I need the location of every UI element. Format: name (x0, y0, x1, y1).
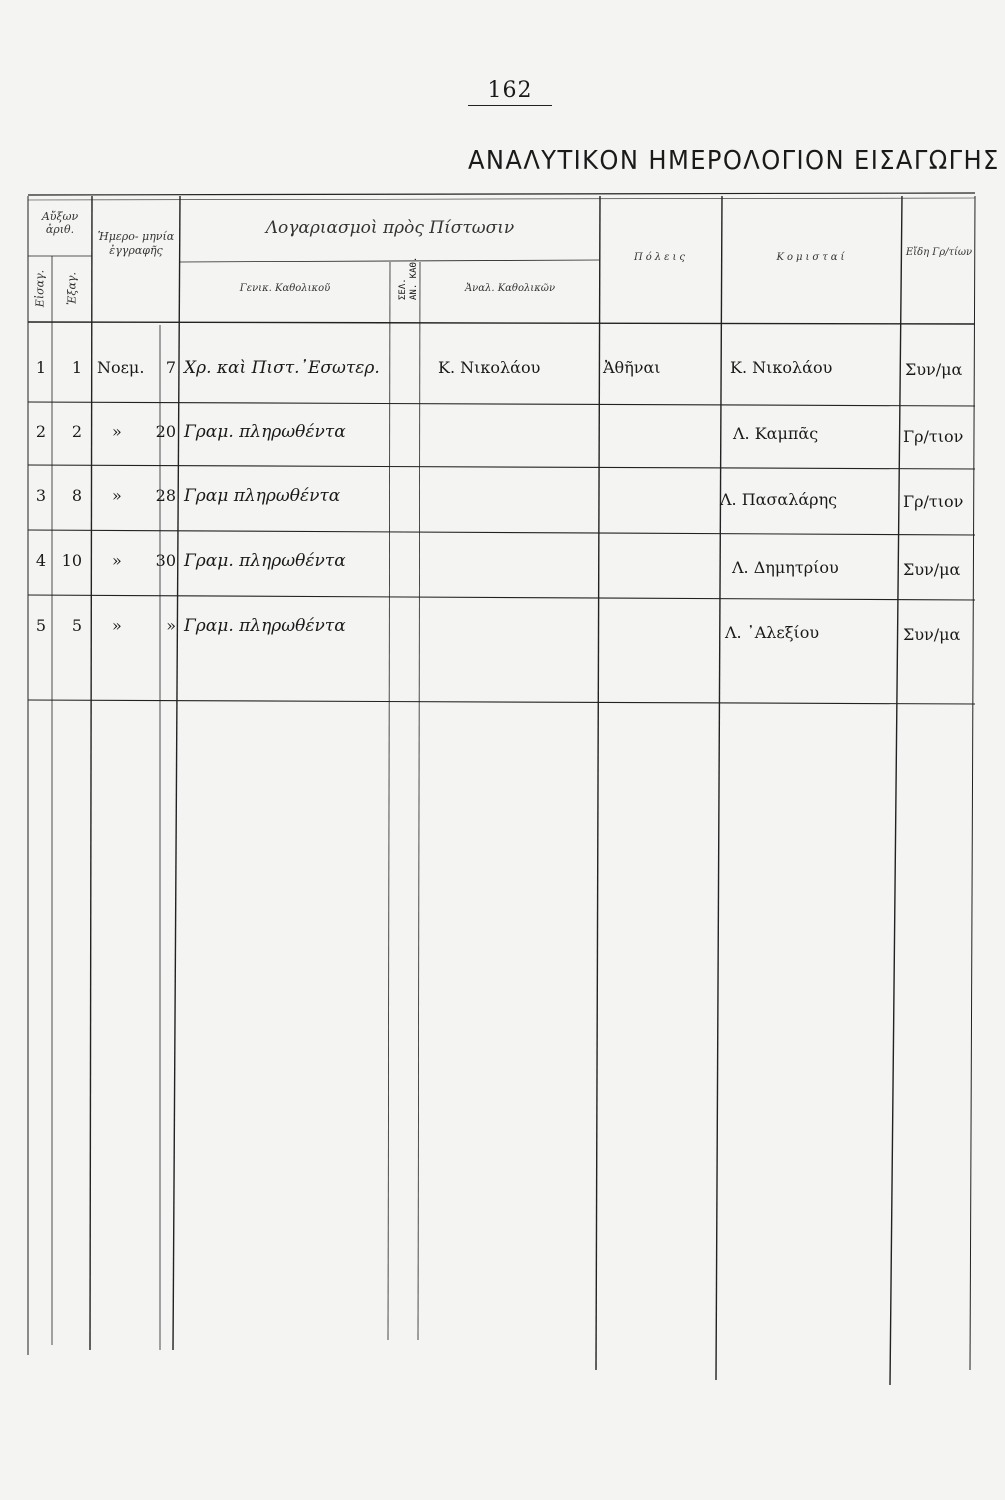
entry-number: 5 (35, 616, 46, 635)
header-serial-exit: Ἐξαγ. (65, 272, 79, 305)
account: Χρ. καὶ Πιστ.᾽Εσωτερ. (184, 358, 380, 378)
day: 28 (155, 486, 176, 505)
page-title: ΑΝΑΛΥΤΙΚΟΝ ΗΜΕΡΟΛΟΓΙΟΝ ΕΙΣΑΓΩΓΗΣ (468, 146, 1000, 176)
analytic-account: Κ. Νικολάου (438, 358, 541, 377)
carrier: Κ. Νικολάου (730, 358, 833, 377)
header-analytic-ledger: Ἀναλ. Καθολικῶν (464, 283, 556, 294)
exit-number: 5 (71, 616, 82, 635)
month: » (112, 551, 122, 570)
exit-number: 2 (71, 422, 82, 441)
item-kind: Συν/μα (903, 625, 961, 644)
entry-number: 2 (35, 422, 46, 441)
page-number: 162 (487, 78, 533, 103)
city: Ἀθῆναι (603, 358, 661, 377)
exit-number: 8 (71, 486, 82, 505)
account: Γραμ πληρωθέντα (184, 486, 341, 506)
item-kind: Γρ/τιον (903, 492, 964, 511)
item-kind: Γρ/τιον (903, 427, 964, 446)
entry-number: 1 (35, 358, 46, 377)
day: 30 (155, 551, 176, 570)
header-kinds: Εἴδη Γρ/τίων (905, 247, 973, 258)
header-serial-entry: Εἰσαγ. (33, 269, 47, 308)
item-kind: Συν/μα (905, 360, 963, 379)
header-cities: Πόλεις (634, 252, 688, 263)
day: 7 (165, 358, 176, 377)
entry-number: 3 (35, 486, 46, 505)
account: Γραμ. πληρωθέντα (184, 551, 346, 571)
header-general-ledger: Γενικ. Καθολικοῦ (239, 283, 331, 294)
carrier: Λ. Δημητρίου (732, 558, 839, 577)
month: » (112, 616, 122, 635)
carrier: Λ. Πασαλάρης (720, 490, 838, 509)
carrier: Λ. Καμπᾶς (733, 424, 819, 443)
account: Γραμ. πληρωθέντα (184, 616, 346, 636)
month: » (112, 422, 122, 441)
page-number-rule (468, 105, 552, 106)
day: » (166, 616, 176, 635)
exit-number: 10 (61, 551, 82, 570)
header-page-gl: ΣΕΛ. (398, 278, 408, 300)
day: 20 (155, 422, 176, 441)
month: » (112, 486, 122, 505)
header-accounts: Λογαριασμοὶ πρὸς Πίστωσιν (265, 218, 515, 238)
exit-number: 1 (71, 358, 82, 377)
item-kind: Συν/μα (903, 560, 961, 579)
header-serial: Αὔξων ἀριθ. (41, 210, 79, 236)
carrier: Λ. ᾽Αλεξίου (725, 623, 820, 642)
month: Νοεμ. (97, 358, 145, 377)
header-carriers: Κομισταί (776, 252, 848, 263)
account: Γραμ. πληρωθέντα (184, 422, 346, 442)
header-page-al: ΑΝ. ΚΑΘ. (409, 256, 419, 300)
header-date: Ἡμερο- μηνία ἐγγραφῆς (97, 230, 175, 257)
entry-number: 4 (35, 551, 46, 570)
